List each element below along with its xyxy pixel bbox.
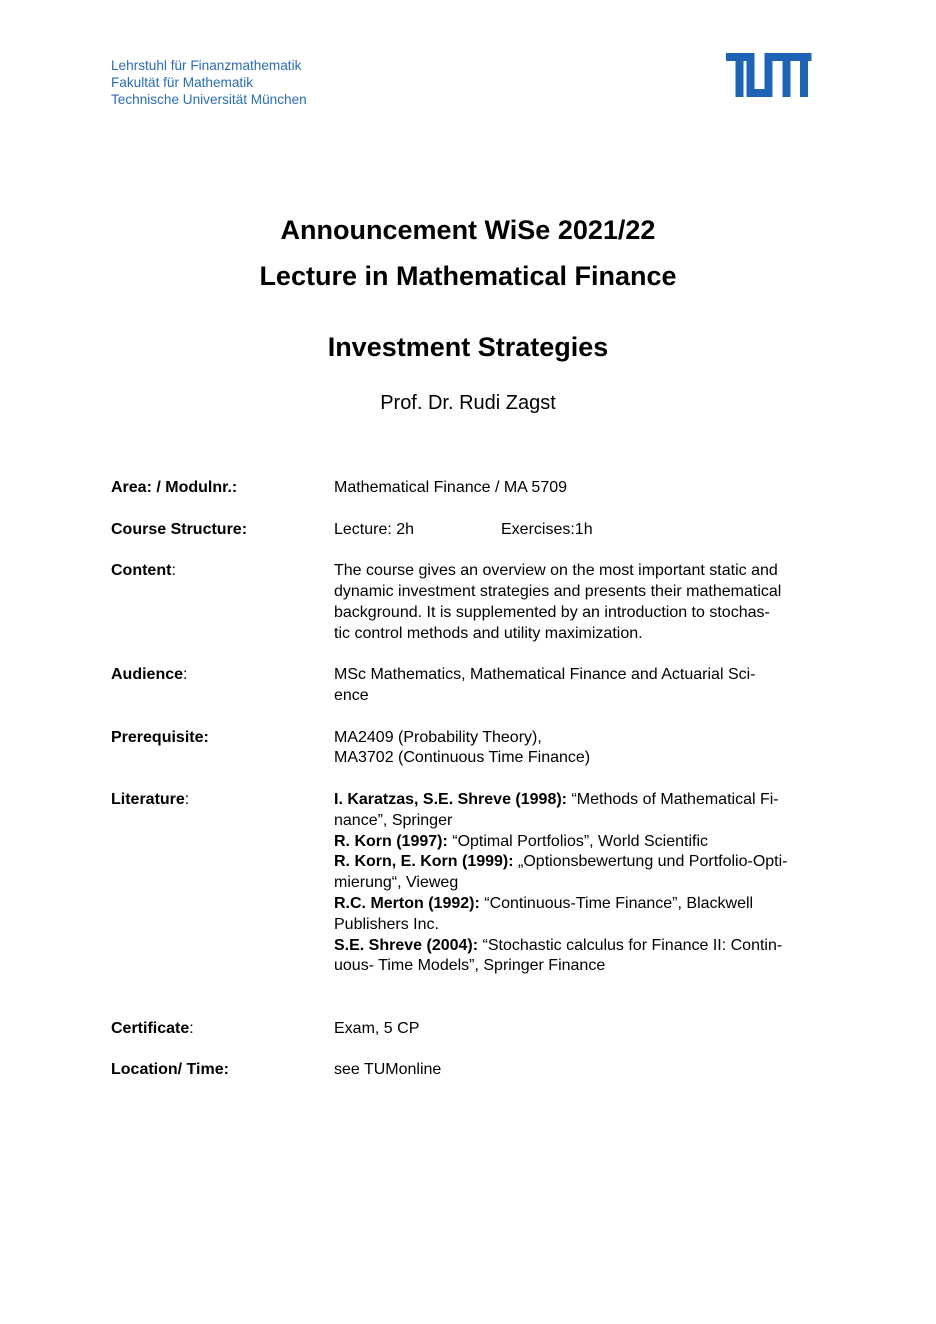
location-row [111,1060,851,1081]
content-label: Content: [111,562,176,580]
prerequisite-label: Prerequisite: [111,728,209,746]
certificate-row [111,1019,851,1040]
professor-name: Prof. Dr. Rudi Zagst [380,392,556,414]
course-title: Investment Strategies [327,332,609,362]
content-value [334,561,829,644]
structure-row [111,520,851,541]
literature-row [111,790,851,977]
certificate-label: Certificate: [111,1019,194,1037]
lecture-title: Lecture in Mathematical Finance [259,261,677,291]
announcement-title: Announcement WiSe 2021/22 [280,215,656,245]
location-label: Location/ Time: [111,1061,229,1079]
certificate-value: Exam, 5 CP [334,1019,420,1037]
content-line: background. It is supplemented by an introduction to stochas- [334,603,770,621]
lecture-hours: Lecture: 2h [334,520,415,538]
prerequisite-value [334,728,829,770]
area-row [111,478,851,499]
content-line: tic control methods and utility maximization. [334,624,643,642]
content-line: dynamic investment strategies and presents their mathematical [334,582,782,600]
literature-list [334,790,829,977]
location-value: see TUMonline [334,1061,442,1079]
prerequisite-row [111,728,851,770]
prerequisite-line: MA2409 (Probability Theory), [334,728,542,746]
prerequisite-line: MA3702 (Continuous Time Finance) [334,749,591,767]
audience-value [334,665,829,707]
exercise-hours: Exercises:1h [501,520,593,538]
course-details [111,478,851,1081]
tum-logo [726,53,812,103]
audience-line: ence [334,686,369,704]
chair-line: Lehrstuhl für Finanzmathematik [111,58,302,73]
audience-line: MSc Mathematics, Mathematical Finance and Actuarial Sci- [334,666,756,684]
literature-item: R. Korn, E. Korn (1999): „Optionsbewertung und Portfolio-Opti- mierung“, Vieweg [334,853,788,892]
literature-label: Literature: [111,790,190,808]
tum-logo-icon [726,53,812,98]
structure-label: Course Structure: [111,520,248,538]
literature-item: I. Karatzas, S.E. Shreve (1998): “Methods of Mathematical Fi- nance”, Springer [334,790,779,829]
chair-address [111,57,307,108]
literature-item: R. Korn (1997): “Optimal Portfolios”, World Scientific [334,832,709,850]
content-line: The course gives an overview on the most important static and [334,562,778,580]
audience-label: Audience: [111,666,188,684]
literature-item: S.E. Shreve (2004): “Stochastic calculus for Finance II: Contin- uous- Time Models”, Springer Finance [334,936,783,975]
content-row [111,561,851,644]
university-line: Technische Universität München [111,92,307,107]
faculty-line: Fakultät für Mathematik [111,75,254,90]
structure-value [334,520,829,541]
literature-item: R.C. Merton (1992): “Continuous-Time Finance”, Blackwell Publishers Inc. [334,894,754,933]
area-value: Mathematical Finance / MA 5709 [334,479,568,496]
audience-row [111,665,851,707]
area-label: Area: / Modulnr.: [111,479,238,496]
